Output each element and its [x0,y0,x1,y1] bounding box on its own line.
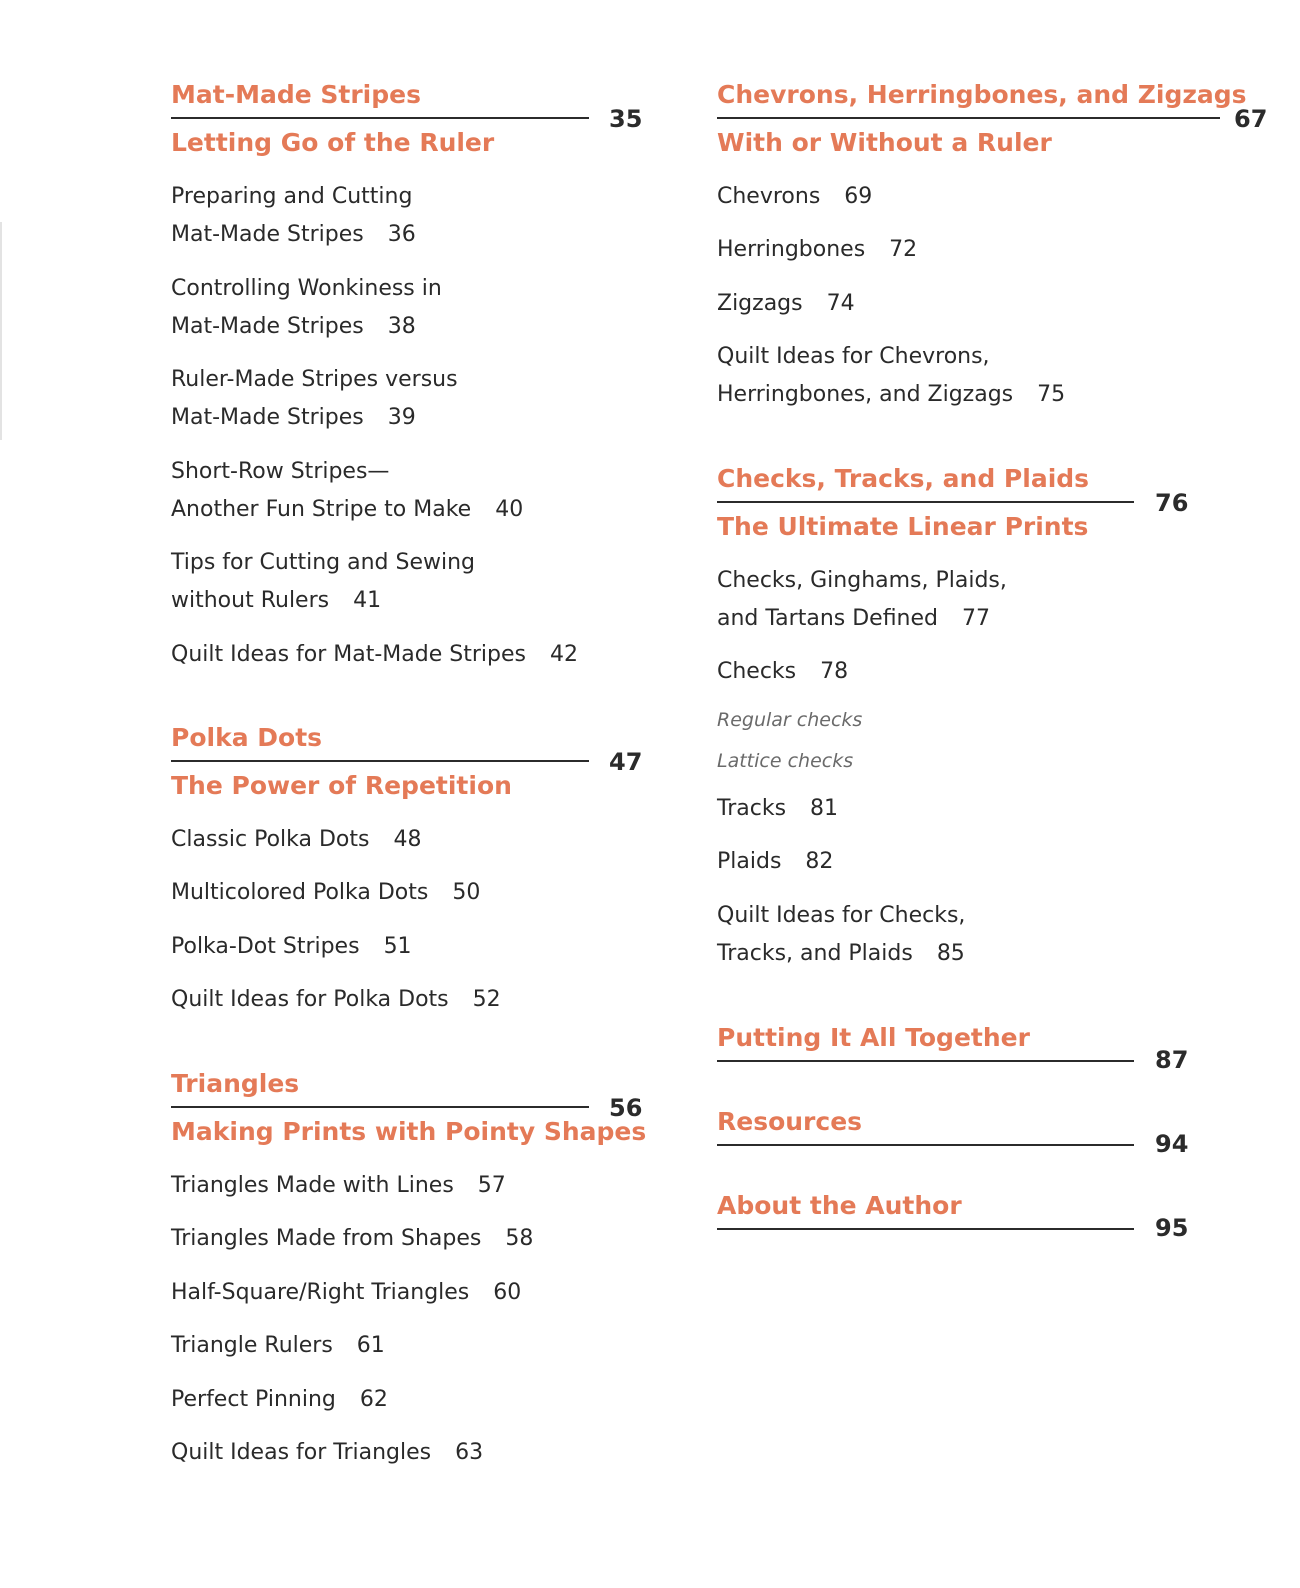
toc-entry[interactable] [171,874,480,912]
toc-entry-continuation[interactable] [717,376,1065,414]
toc-entry-continuation[interactable] [171,399,416,437]
entry-page-number: 62 [359,1387,388,1412]
entry-text: Half-Square/Right Triangles [171,1280,470,1305]
chapter-title[interactable]: Polka Dots [171,723,323,752]
entry-text: Triangles Made from Shapes [171,1226,482,1251]
entry-text: Another Fun Stripe to Make [171,497,472,522]
chapter-rule [171,1106,589,1108]
entry-page-number: 42 [549,642,578,667]
chapter-rule [717,501,1134,503]
entry-text: Triangles Made with Lines [171,1173,454,1198]
entry-text: Quilt Ideas for Checks, [717,903,966,928]
entry-text: Ruler-Made Stripes versus [171,367,458,392]
toc-entry[interactable] [171,636,578,674]
toc-entry[interactable] [171,544,475,582]
entry-page-number: 72 [889,237,918,262]
toc-entry[interactable] [717,178,872,216]
entry-text: Mat-Made Stripes [171,405,364,430]
chapter-page-number: 56 [609,1094,643,1122]
toc-entry[interactable] [171,1381,388,1419]
entry-page-number: 41 [353,588,382,613]
entry-text: Mat-Made Stripes [171,222,364,247]
toc-entry[interactable] [717,285,855,323]
toc-entry[interactable] [171,1274,521,1312]
toc-entry[interactable] [171,361,458,399]
entry-text: Checks [717,659,797,684]
entry-text: Preparing and Cutting [171,184,413,209]
chapter-rule [171,117,589,119]
entry-page-number: 82 [805,849,834,874]
entry-text: Polka-Dot Stripes [171,934,360,959]
chapter-title[interactable]: Resources [717,1107,863,1136]
chapter-title[interactable]: Triangles [171,1069,300,1098]
chapter-subtitle: The Ultimate Linear Prints [717,512,1089,541]
chapter-subtitle: With or Without a Ruler [717,128,1052,157]
toc-entry[interactable] [717,843,833,881]
chapter-rule [717,1060,1134,1062]
entry-text: Tips for Cutting and Sewing [171,550,476,575]
chapter-page-number: 35 [609,105,643,133]
entry-text: Controlling Wonkiness in [171,276,442,301]
entry-page-number: 52 [472,987,501,1012]
entry-page-number: 58 [505,1226,534,1251]
toc-entry[interactable] [717,562,1007,600]
toc-entry-continuation[interactable] [717,600,990,638]
entry-page-number: 60 [493,1280,522,1305]
entry-text: Quilt Ideas for Polka Dots [171,987,449,1012]
entry-page-number: 75 [1037,382,1066,407]
entry-text: Zigzags [717,291,803,316]
entry-text: Quilt Ideas for Triangles [171,1440,432,1465]
toc-entry[interactable] [717,790,838,828]
chapter-subtitle: Making Prints with Pointy Shapes [171,1117,647,1146]
entry-page-number: 50 [452,880,481,905]
entry-text: Tracks [717,796,787,821]
chapter-title[interactable]: Chevrons, Herringbones, and Zigzags [717,80,1247,109]
entry-page-number: 78 [820,659,849,684]
entry-text: without Rulers [171,588,330,613]
entry-page-number: 81 [810,796,839,821]
entry-page-number: 51 [383,934,412,959]
entry-text: Chevrons [717,184,821,209]
entry-page-number: 40 [495,497,524,522]
entry-text: Short-Row Stripes— [171,459,390,484]
entry-page-number: 39 [387,405,416,430]
toc-entry-continuation[interactable] [171,308,416,346]
entry-text: Checks, Ginghams, Plaids, [717,568,1007,593]
chapter-page-number: 67 [1234,105,1268,133]
entry-page-number: 74 [826,291,855,316]
toc-subentry[interactable]: Lattice checks [717,750,854,772]
chapter-title[interactable]: About the Author [717,1191,962,1220]
entry-text: Plaids [717,849,782,874]
entry-page-number: 69 [844,184,873,209]
page-edge-line [0,222,2,440]
chapter-page-number: 47 [609,748,643,776]
chapter-page-number: 87 [1155,1046,1189,1074]
entry-text: Tracks, and Plaids [717,941,913,966]
toc-entry[interactable] [717,338,990,376]
toc-entry[interactable] [171,821,421,859]
toc-entry[interactable] [171,178,412,216]
chapter-rule [717,1228,1134,1230]
toc-entry-continuation[interactable] [171,582,381,620]
toc-entry[interactable] [717,653,848,691]
toc-entry-continuation[interactable] [171,216,416,254]
entry-page-number: 63 [455,1440,484,1465]
toc-entry[interactable] [171,453,389,491]
toc-entry[interactable] [171,270,442,308]
toc-subentry[interactable]: Regular checks [717,709,863,731]
entry-text: Perfect Pinning [171,1387,336,1412]
entry-page-number: 38 [387,314,416,339]
entry-text: Classic Polka Dots [171,827,370,852]
entry-text: Multicolored Polka Dots [171,880,429,905]
chapter-title[interactable]: Putting It All Together [717,1023,1030,1052]
chapter-rule [717,1144,1134,1146]
entry-text: and Tartans Defined [717,606,938,631]
entry-text: Triangle Rulers [171,1333,333,1358]
toc-entry[interactable] [171,1434,483,1472]
chapter-subtitle: The Power of Repetition [171,771,512,800]
toc-entry[interactable] [717,897,965,935]
chapter-page-number: 76 [1155,489,1189,517]
toc-entry[interactable] [171,1327,385,1365]
chapter-title[interactable]: Mat-Made Stripes [171,80,421,109]
entry-page-number: 48 [393,827,422,852]
chapter-page-number: 95 [1155,1214,1189,1242]
toc-entry[interactable] [171,1220,533,1258]
entry-page-number: 85 [936,941,965,966]
toc-entry[interactable] [171,928,412,966]
entry-text: Mat-Made Stripes [171,314,364,339]
entry-page-number: 36 [387,222,416,247]
toc-entry[interactable] [171,981,501,1019]
entry-page-number: 77 [962,606,990,631]
chapter-rule [717,117,1220,119]
entry-text: Herringbones [717,237,866,262]
entry-text: Quilt Ideas for Mat-Made Stripes [171,642,526,667]
chapter-rule [171,760,589,762]
chapter-page-number: 94 [1155,1130,1189,1158]
toc-entry-continuation[interactable] [717,935,965,973]
chapter-subtitle: Letting Go of the Ruler [171,128,495,157]
entry-page-number: 57 [477,1173,506,1198]
entry-text: Quilt Ideas for Chevrons, [717,344,990,369]
entry-text: Herringbones, and Zigzags [717,382,1014,407]
toc-entry[interactable] [171,1167,506,1205]
entry-page-number: 61 [356,1333,385,1358]
chapter-title[interactable]: Checks, Tracks, and Plaids [717,464,1090,493]
toc-entry[interactable] [717,231,917,269]
toc-entry-continuation[interactable] [171,491,523,529]
